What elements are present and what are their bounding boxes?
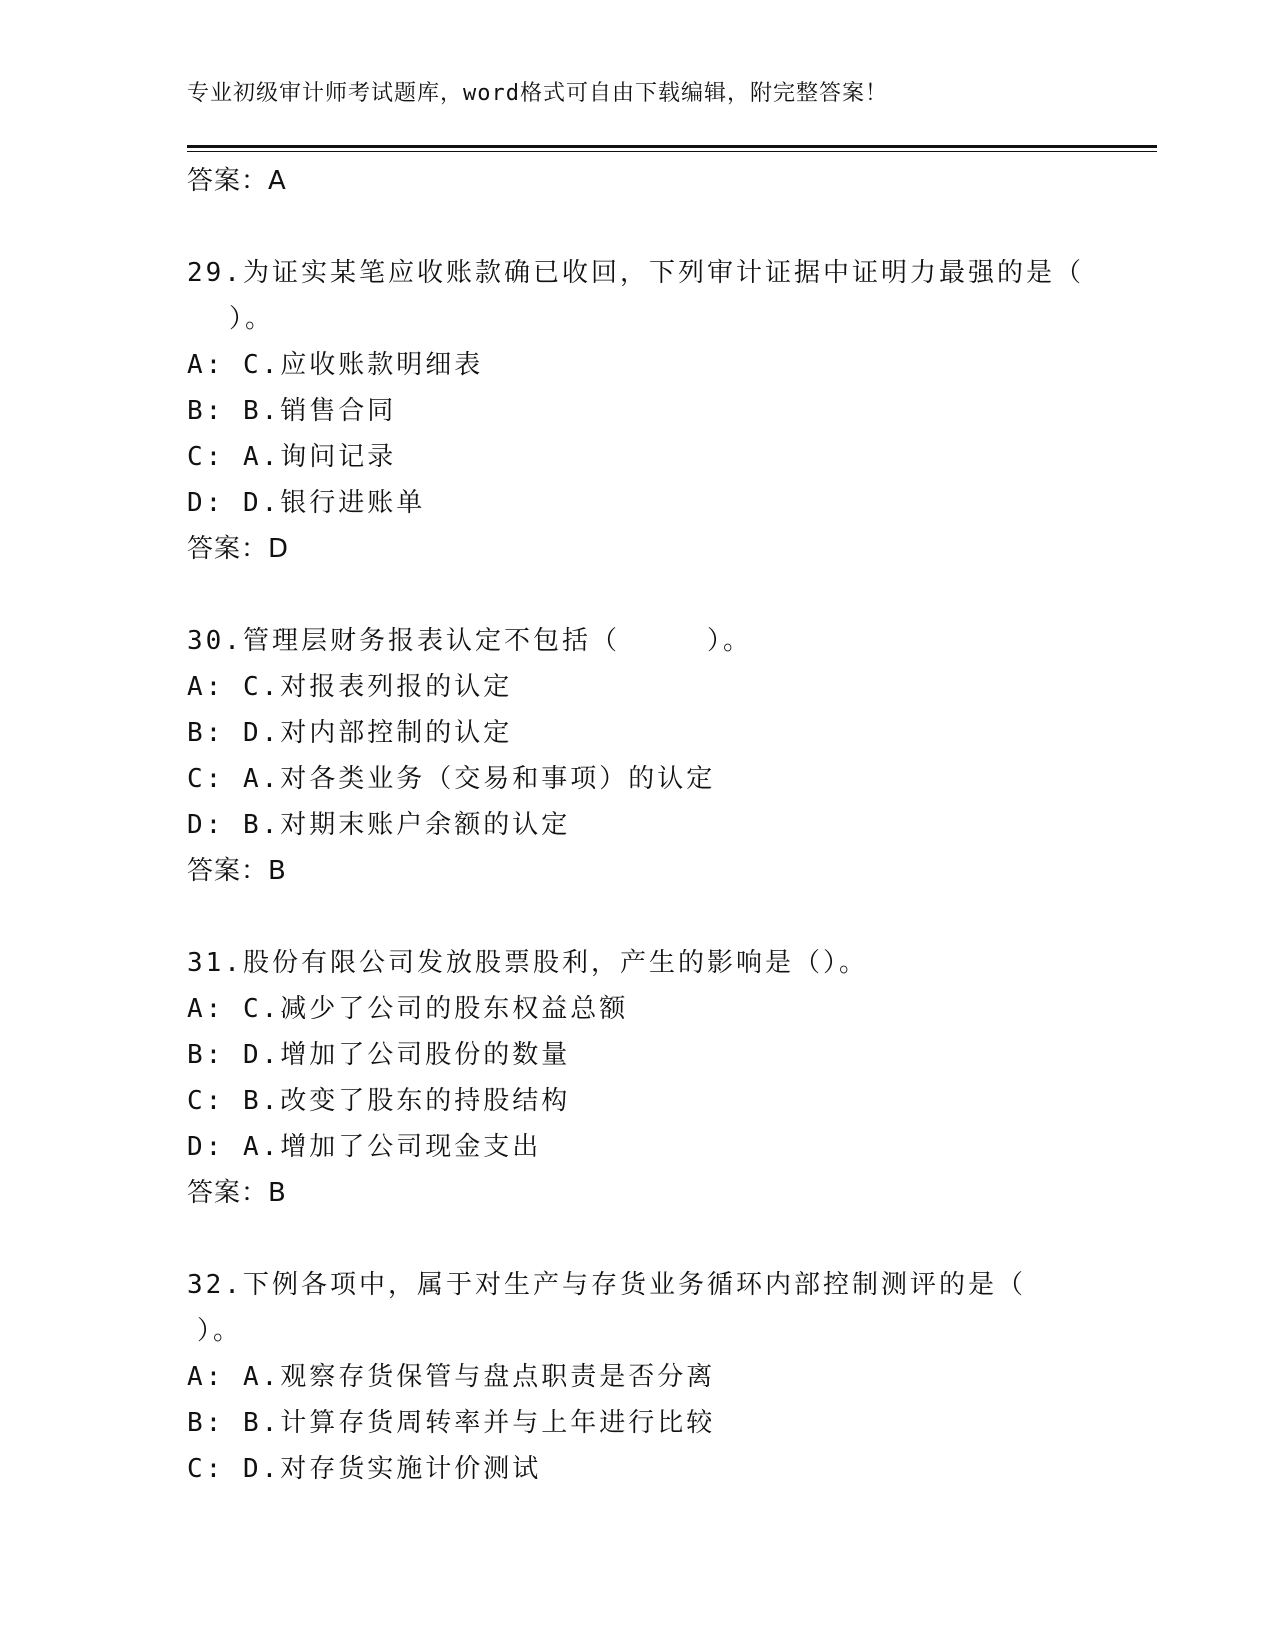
answer: 答案：B <box>187 856 287 886</box>
question-stem: 32.下例各项中，属于对生产与存货业务循环内部控制测评的是（ <box>187 1270 1026 1300</box>
option-b: B: D.对内部控制的认定 <box>187 718 513 748</box>
option-d: D: A.增加了公司现金支出 <box>187 1132 542 1162</box>
answer: 答案：B <box>187 1178 287 1208</box>
question-stem-continued: ）。 <box>229 304 275 334</box>
option-c: C: D.对存货实施计价测试 <box>187 1454 542 1484</box>
spacer <box>187 1216 1107 1262</box>
question-29 <box>187 250 1107 572</box>
option-c: C: A.对各类业务（交易和事项）的认定 <box>187 764 716 794</box>
question-stem: 30.管理层财务报表认定不包括（ ）。 <box>187 626 752 656</box>
option-b: B: B.计算存货周转率并与上年进行比较 <box>187 1408 716 1438</box>
option-a: A: C.应收账款明细表 <box>187 350 484 380</box>
header-rule-thick <box>187 145 1157 148</box>
page-header: 专业初级审计师考试题库，word格式可自由下载编辑，附完整答案！ <box>187 81 888 106</box>
question-content <box>187 158 1107 1492</box>
spacer <box>187 894 1107 940</box>
option-a: A: C.减少了公司的股东权益总额 <box>187 994 629 1024</box>
option-c: C: A.询问记录 <box>187 442 397 472</box>
option-b: B: B.销售合同 <box>187 396 397 426</box>
spacer <box>187 204 1107 250</box>
spacer <box>187 572 1107 618</box>
option-a: A: A.观察存货保管与盘点职责是否分离 <box>187 1362 716 1392</box>
question-32 <box>187 1262 1107 1492</box>
question-31 <box>187 940 1107 1216</box>
question-stem-continued: ）。 <box>197 1316 243 1346</box>
answer: 答案：D <box>187 534 290 564</box>
previous-answer: 答案：A <box>187 166 287 196</box>
question-stem: 29.为证实某笔应收账款确已收回，下列审计证据中证明力最强的是（ <box>187 258 1084 288</box>
option-a: A: C.对报表列报的认定 <box>187 672 513 702</box>
option-b: B: D.增加了公司股份的数量 <box>187 1040 571 1070</box>
option-d: D: D.银行进账单 <box>187 488 426 518</box>
question-30 <box>187 618 1107 894</box>
header-rule-thin <box>187 151 1157 152</box>
option-c: C: B.改变了股东的持股结构 <box>187 1086 571 1116</box>
option-d: D: B.对期末账户余额的认定 <box>187 810 571 840</box>
question-stem: 31.股份有限公司发放股票股利，产生的影响是（）。 <box>187 948 868 978</box>
